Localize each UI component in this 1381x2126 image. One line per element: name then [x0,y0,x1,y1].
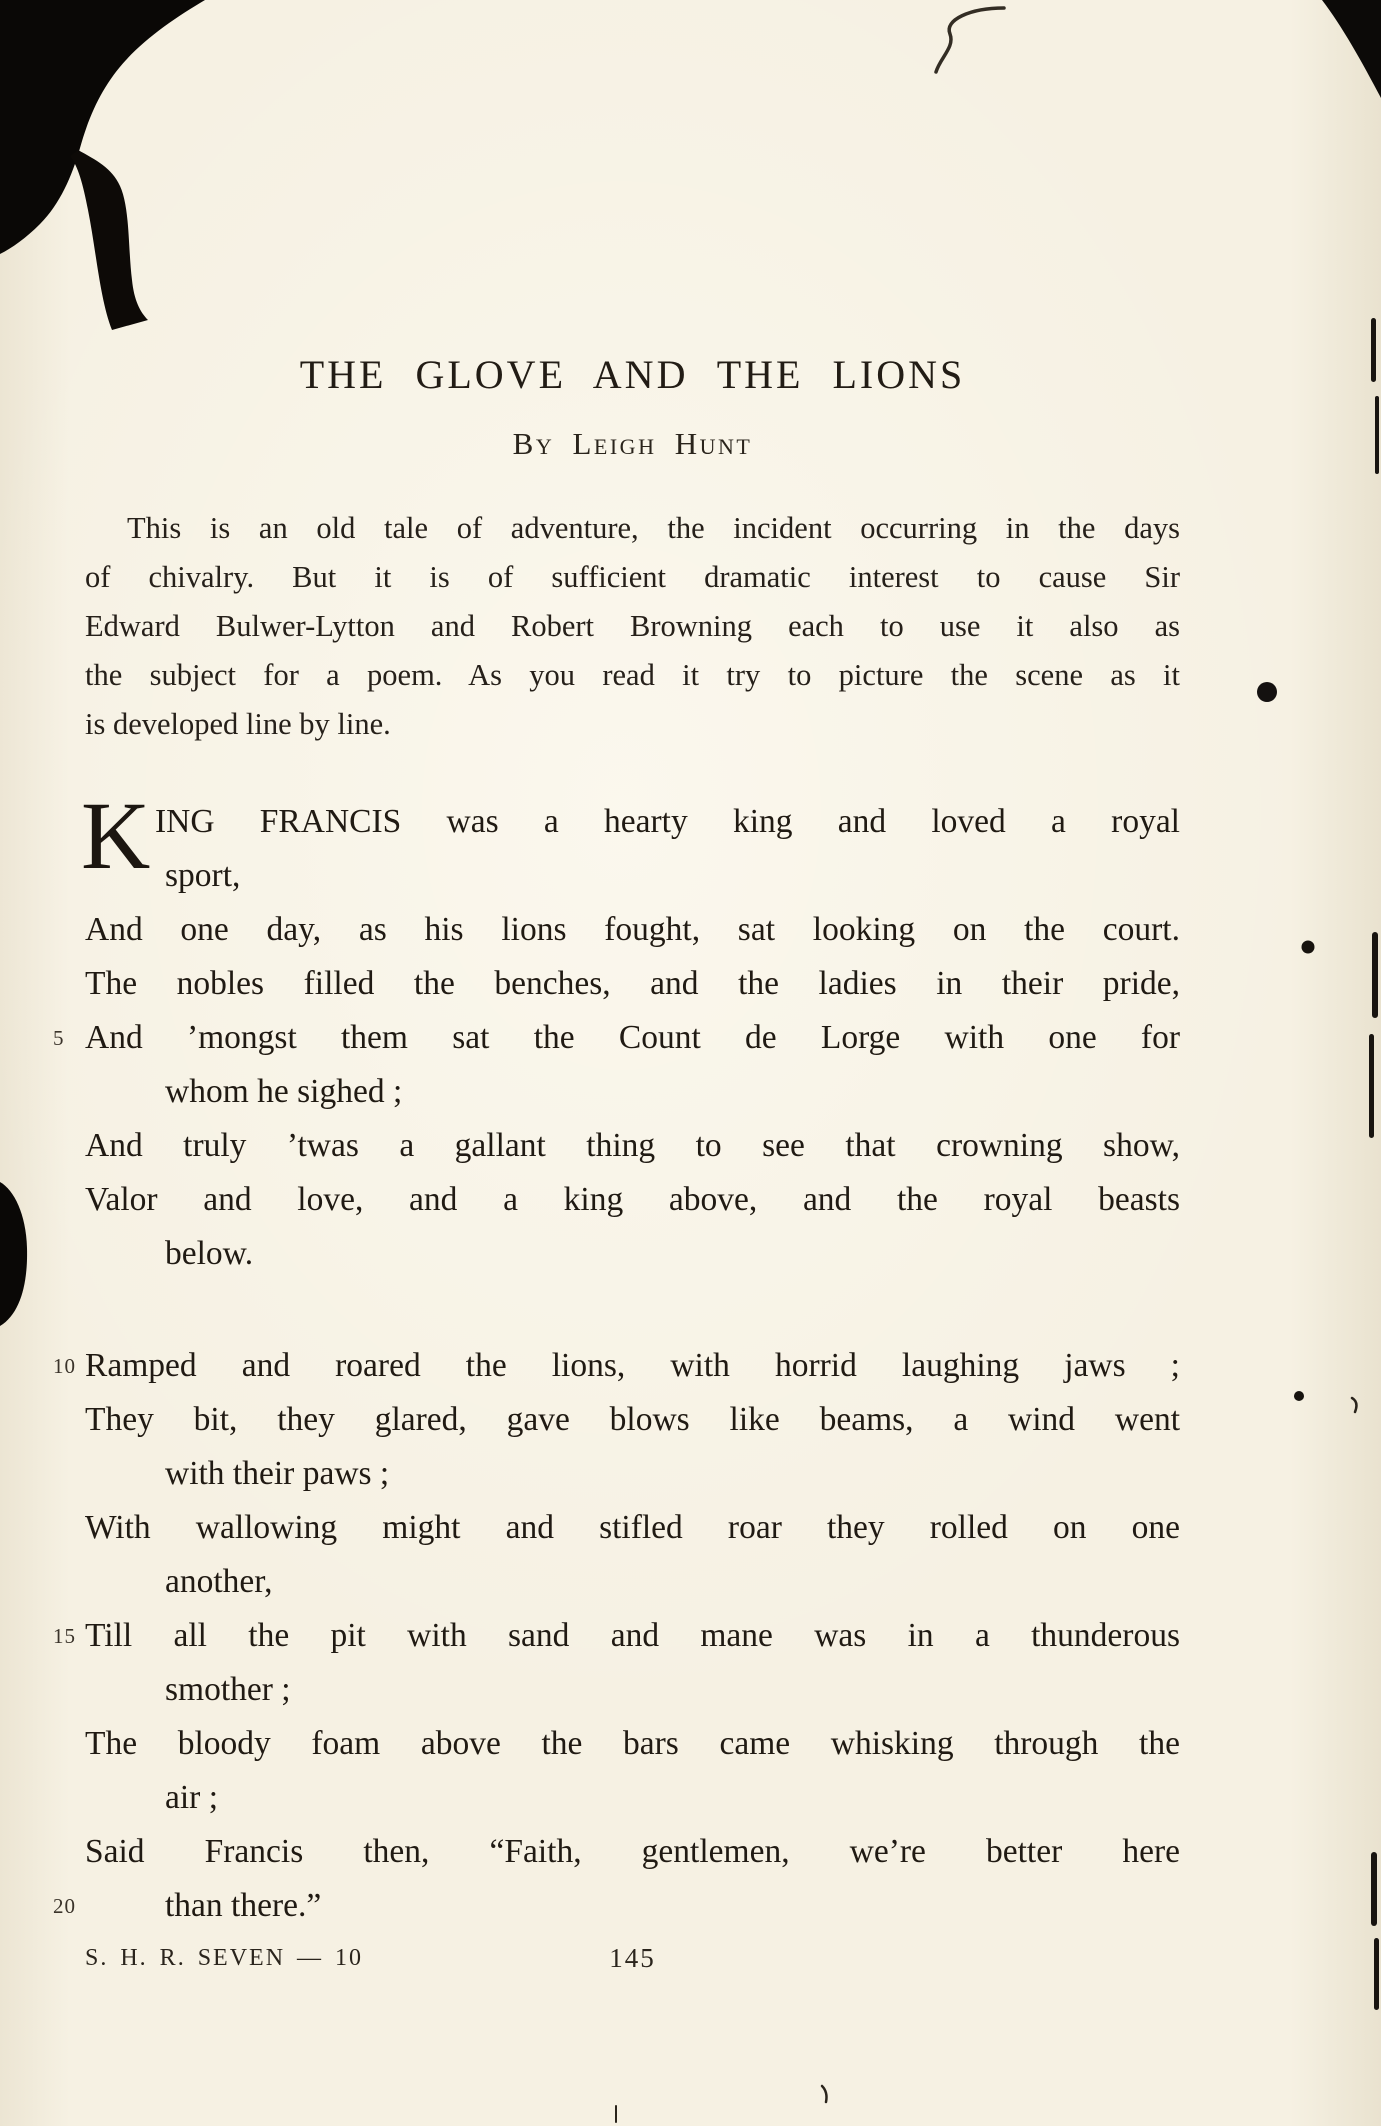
poem-line [53,1011,1180,1065]
poem-stanza-1 [53,782,1180,1281]
poem-line [85,1447,1180,1501]
printers-signature: S. H. R. SEVEN — 10 [85,1945,364,1971]
poem-line-text: another, [165,1563,273,1600]
poem-line [85,1717,1180,1771]
scan-mark-right-4 [1369,1034,1374,1138]
intro-paragraph [85,504,1180,749]
poem-line [85,1501,1180,1555]
intro-line: of chivalry. But it is of sufficient dramatic interest to cause Sir [85,560,1180,594]
page-content [53,0,1180,1981]
poem-line [53,1339,1180,1393]
poem-line-text: They bit, they glared, gave blows like beams, a wind went [85,1401,1180,1438]
poem-line-text: Said Francis then, “Faith, gentlemen, we’re better here [85,1833,1180,1870]
ink-dot-2 [1302,941,1315,954]
poem-line [85,1173,1180,1227]
poem-line-text: whom he sighed ; [165,1073,403,1110]
poem [53,782,1180,1933]
intro-line: the subject for a poem. As you read it try to picture the scene as it [85,658,1180,692]
poem-line [85,957,1180,1011]
intro-line: Edward Bulwer-Lytton and Robert Browning each to use it also as [85,609,1180,643]
poem-line [85,1119,1180,1173]
poem-line [85,1227,1180,1281]
ink-mark-right-middle [1352,1398,1356,1412]
page-number: 145 [609,1943,656,1973]
poem-stanza-2 [53,1339,1180,1933]
scan-mark-right-1 [1371,318,1376,382]
ink-mark-bottom-1 [822,2086,827,2102]
poem-line [85,1825,1180,1879]
ink-dot-3 [1294,1391,1304,1401]
poem-line [85,1393,1180,1447]
poem-line-text: The bloody foam above the bars came whisking through the [85,1725,1180,1762]
intro-line: This is an old tale of adventure, the incident occurring in the days [127,511,1180,545]
line-number: 5 [53,1026,65,1050]
poem-line [85,1065,1180,1119]
drop-cap: K [81,782,151,889]
poem-line [85,1555,1180,1609]
poem-line-text: And truly ’twas a gallant thing to see that crowning show, [85,1127,1180,1164]
poem-line-text: with their paws ; [165,1455,390,1492]
page-footer [85,1945,1180,1981]
page-title: THE GLOVE AND THE LIONS [299,352,966,397]
intro-line: is developed line by line. [85,707,391,741]
scan-mark-right-3 [1372,932,1378,1018]
scan-artifact-top-right-corner [1322,0,1381,98]
poem-line-text: below. [165,1235,254,1272]
poem-line-text: ING FRANCIS was a hearty king and loved a royal [155,803,1180,840]
poem-line [85,849,1180,903]
poem-line [85,1663,1180,1717]
poem-line-text: With wallowing might and stifled roar they rolled on one [85,1509,1180,1546]
scan-mark-right-2 [1375,396,1379,474]
poem-line-text: And one day, as his lions fought, sat looking on the court. [85,911,1180,948]
poem-line-text: than there.” [165,1887,322,1924]
line-number: 20 [53,1894,76,1918]
poem-line-text: Ramped and roared the lions, with horrid laughing jaws ; [85,1347,1180,1384]
scan-artifact-left-blob [0,1182,27,1326]
poem-line-text: air ; [165,1779,219,1816]
poem-line-text: Till all the pit with sand and mane was in a thunderous [85,1617,1180,1654]
poem-line-text: sport, [165,857,241,894]
poem-line-text: The nobles filled the benches, and the ladies in their pride, [85,965,1180,1002]
poem-line-text: And ’mongst them sat the Count de Lorge with one for [85,1019,1180,1056]
byline: By Leigh Hunt [512,426,753,461]
line-number: 10 [53,1354,76,1378]
poem-line-text: Valor and love, and a king above, and the royal beasts [85,1181,1180,1218]
scan-mark-right-5 [1371,1852,1377,1926]
poem-line [85,1771,1180,1825]
poem-line-text: smother ; [165,1671,291,1708]
scan-mark-right-6 [1374,1938,1379,2010]
poem-line [53,1879,1180,1933]
poem-line [85,903,1180,957]
line-number: 15 [53,1624,76,1648]
poem-line [53,1609,1180,1663]
ink-dot-1 [1257,682,1277,702]
